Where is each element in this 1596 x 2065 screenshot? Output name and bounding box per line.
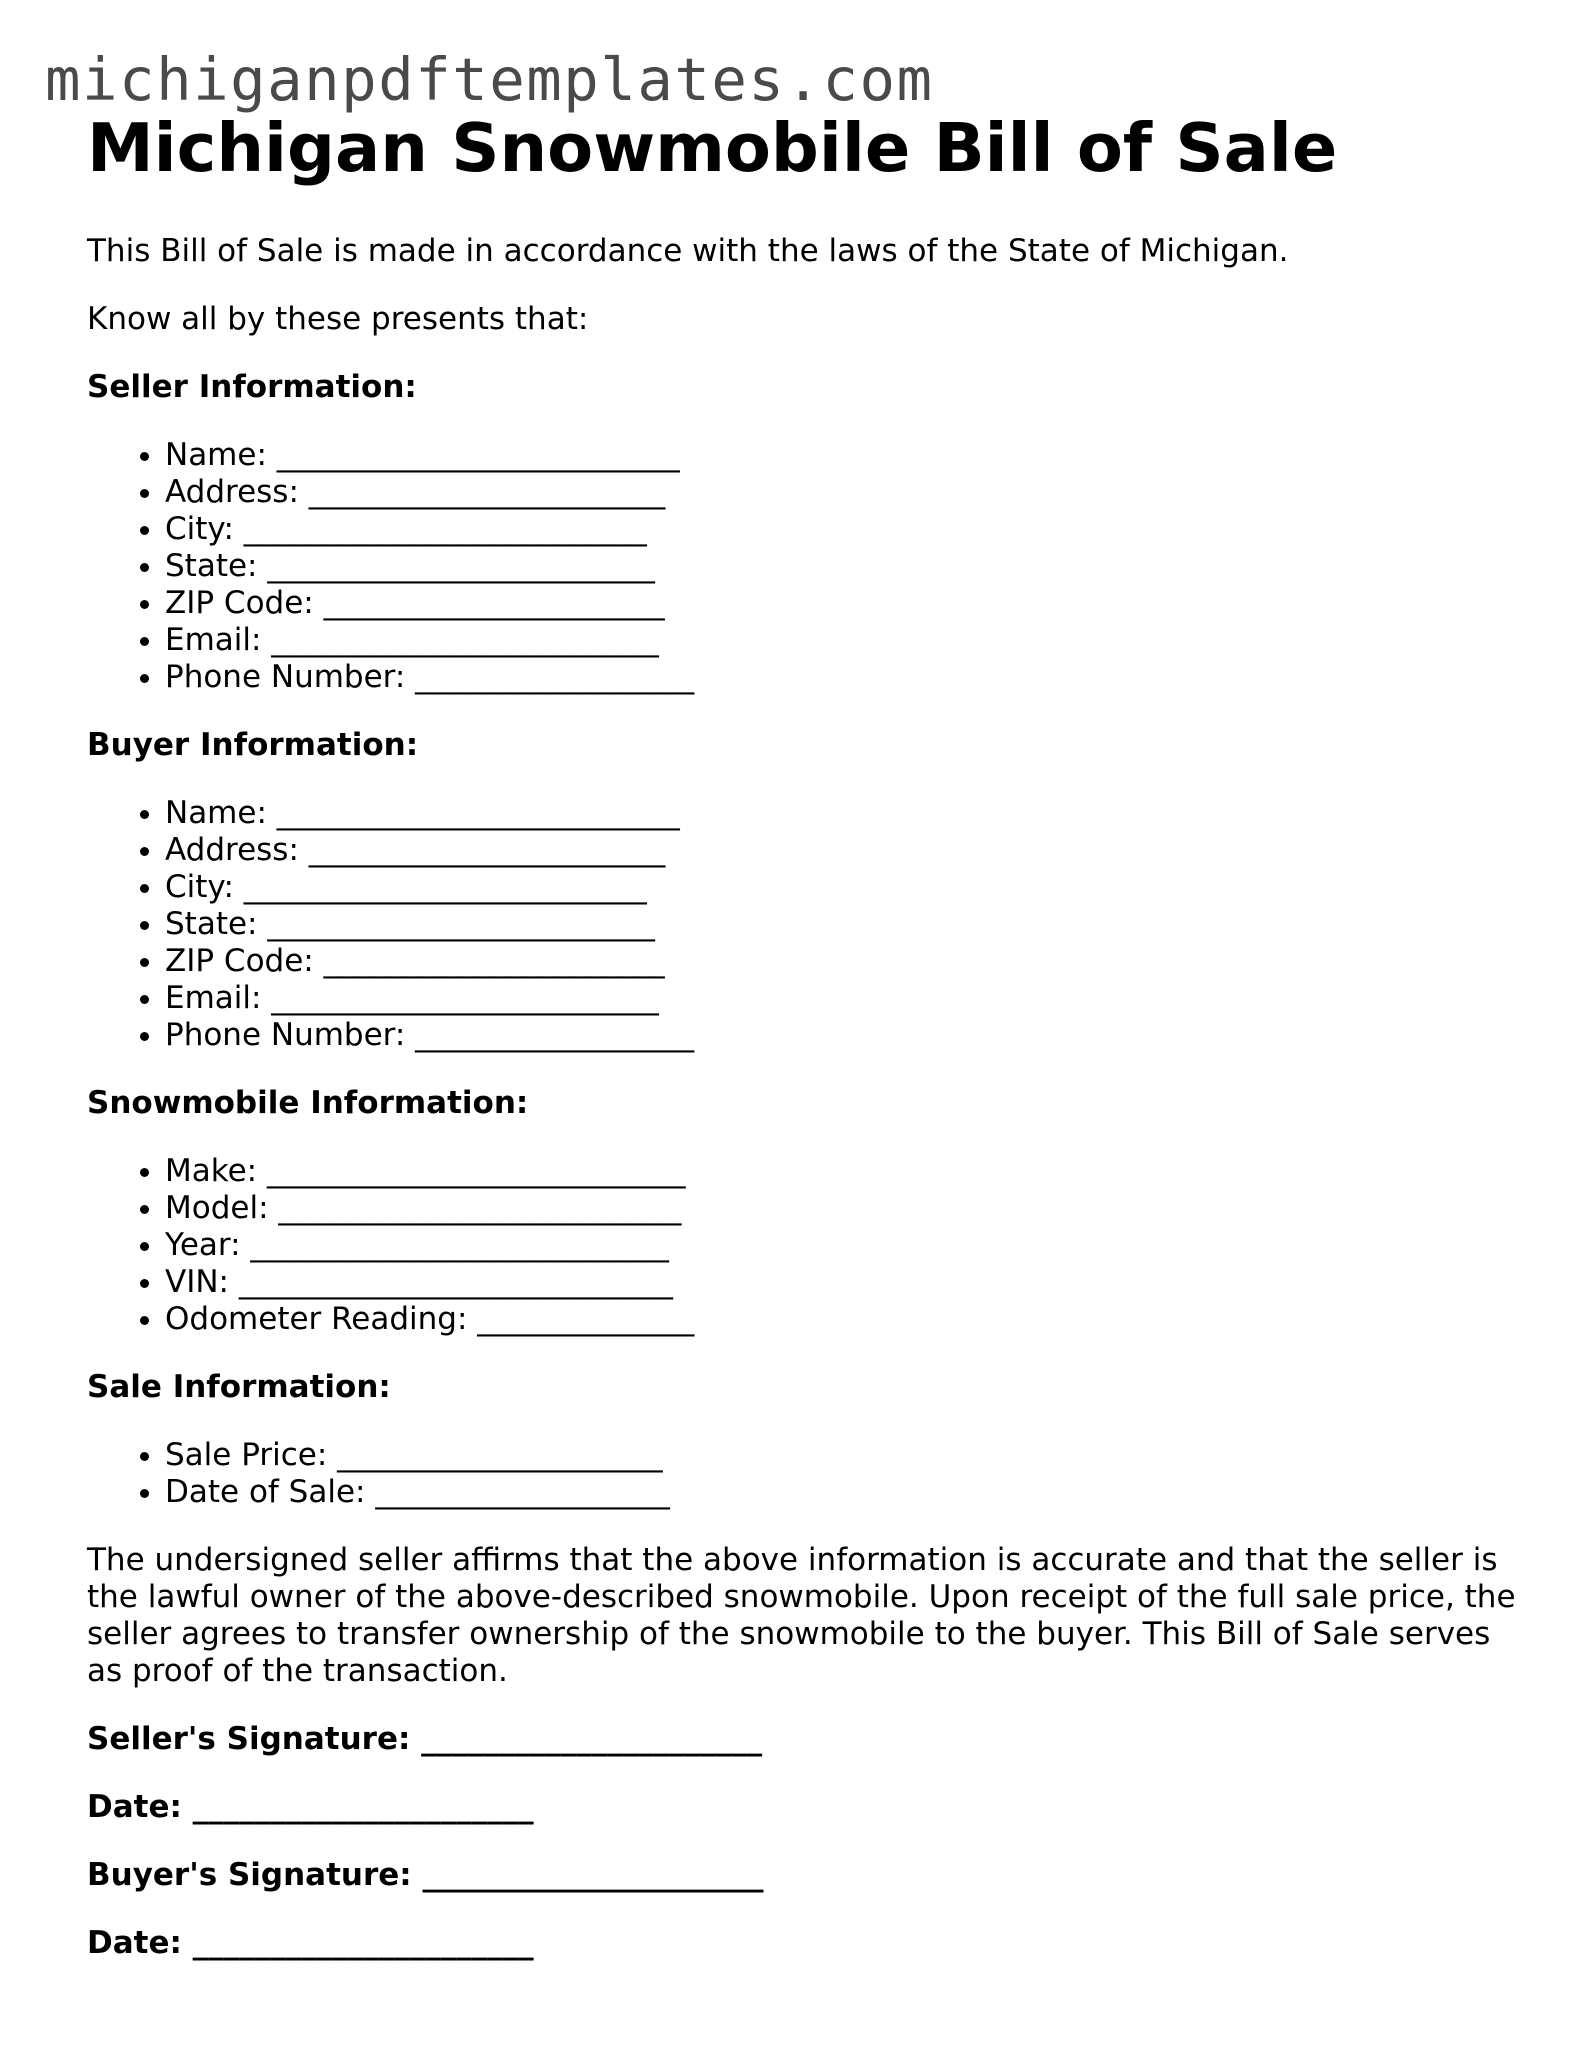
buyer-name-field: • Name: __________________________: [165, 795, 1527, 832]
snowmobile-odometer-field: • Odometer Reading: ______________: [165, 1301, 1527, 1338]
buyer-signature-line: Buyer's Signature: ______________________: [87, 1857, 764, 1894]
know-all-line: Know all by these presents that:: [87, 301, 589, 338]
buyer-zip-field: • ZIP Code: ______________________: [165, 943, 1527, 980]
buyer-phone-field: • Phone Number: __________________: [165, 1017, 1527, 1054]
snowmobile-model-field: • Model: __________________________: [165, 1190, 1527, 1227]
seller-info-list: [87, 437, 1527, 696]
sale-date-field: • Date of Sale: ___________________: [165, 1474, 1527, 1511]
snowmobile-year-field: • Year: ___________________________: [165, 1227, 1527, 1264]
sale-info-heading: Sale Information:: [87, 1369, 391, 1406]
seller-address-field: • Address: _______________________: [165, 474, 1527, 511]
seller-phone-field: • Phone Number: __________________: [165, 659, 1527, 696]
bill-of-sale-document: [87, 108, 1527, 1962]
buyer-city-field: • City: __________________________: [165, 869, 1527, 906]
sale-price-field: • Sale Price: _____________________: [165, 1437, 1527, 1474]
seller-info-heading: Seller Information:: [87, 369, 417, 406]
buyer-email-field: • Email: _________________________: [165, 980, 1527, 1017]
buyer-state-field: • State: _________________________: [165, 906, 1527, 943]
seller-state-field: • State: _________________________: [165, 548, 1527, 585]
buyer-info-list: [87, 795, 1527, 1054]
buyer-info-heading: Buyer Information:: [87, 727, 419, 764]
snowmobile-info-list: [87, 1153, 1527, 1338]
seller-email-field: • Email: _________________________: [165, 622, 1527, 659]
seller-name-field: • Name: __________________________: [165, 437, 1527, 474]
snowmobile-make-field: • Make: ___________________________: [165, 1153, 1527, 1190]
sale-info-list: [87, 1437, 1527, 1511]
seller-date-line: Date: ______________________: [87, 1789, 534, 1826]
buyer-date-line: Date: ______________________: [87, 1925, 534, 1962]
site-watermark: michiganpdftemplates.com: [45, 45, 934, 114]
intro-paragraph: This Bill of Sale is made in accordance with the laws of the State of Michigan.: [87, 233, 1289, 270]
page-title: Michigan Snowmobile Bill of Sale: [87, 109, 1338, 187]
seller-city-field: • City: __________________________: [165, 511, 1527, 548]
snowmobile-info-heading: Snowmobile Information:: [87, 1085, 529, 1122]
buyer-address-field: • Address: _______________________: [165, 832, 1527, 869]
seller-signature-line: Seller's Signature: ______________________: [87, 1721, 763, 1758]
snowmobile-vin-field: • VIN: ____________________________: [165, 1264, 1527, 1301]
seller-zip-field: • ZIP Code: ______________________: [165, 585, 1527, 622]
affirmation-paragraph: The undersigned seller affirms that the above information is accurate and that the seller is the lawful owner of the above-described snowmobile. Upon receipt of the full sale price, the seller agrees to transfer ownership of the snowmobile to the buyer. This Bill of Sale serves as proof of the transaction.: [87, 1542, 1516, 1690]
